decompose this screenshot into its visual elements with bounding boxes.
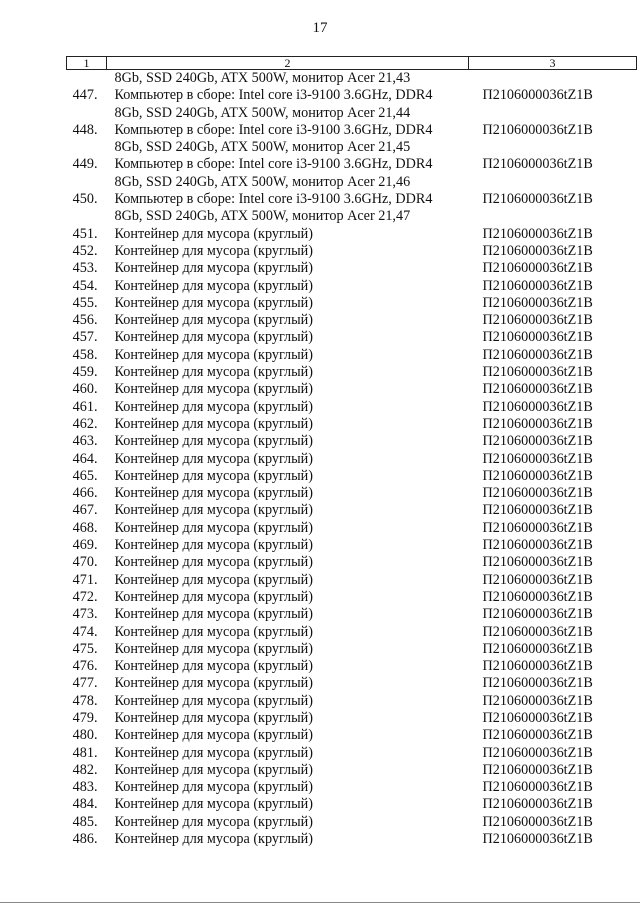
table-row (67, 641, 637, 658)
item-description: Контейнер для мусора (круглый) (114, 606, 313, 623)
inventory-code: П2106000036tZ1B (482, 606, 593, 623)
item-description: Компьютер в сборе: Intel core i3-9100 3.6GHz, DDR4 (114, 87, 433, 104)
row-number: 475. (72, 640, 98, 657)
row-number: 468. (72, 519, 98, 536)
row-number: 485. (72, 813, 98, 830)
item-description: Контейнер для мусора (круглый) (114, 796, 313, 813)
row-number: 455. (72, 294, 98, 311)
item-description: Контейнер для мусора (круглый) (114, 588, 313, 605)
row-number: 461. (72, 398, 98, 415)
item-description: 8Gb, SSD 240Gb, ATX 500W, монитор Acer 21,43 (114, 70, 411, 86)
item-description: Контейнер для мусора (круглый) (114, 450, 313, 467)
table-row (67, 693, 637, 710)
table-row (67, 208, 637, 225)
item-description: Контейнер для мусора (круглый) (114, 277, 313, 294)
inventory-code: П2106000036tZ1B (482, 537, 593, 554)
inventory-code: П2106000036tZ1B (482, 225, 593, 242)
item-description: Контейнер для мусора (круглый) (114, 519, 313, 536)
row-number: 482. (72, 761, 98, 778)
inventory-code: П2106000036tZ1B (482, 709, 593, 726)
row-number: 473. (72, 606, 98, 623)
inventory-code: П2106000036tZ1B (482, 554, 593, 571)
item-description: Контейнер для мусора (круглый) (114, 467, 313, 484)
item-description: 8Gb, SSD 240Gb, ATX 500W, монитор Acer 21,45 (114, 139, 411, 156)
inventory-code: П2106000036tZ1B (482, 433, 593, 450)
table-row (67, 156, 637, 173)
item-description: Контейнер для мусора (круглый) (114, 554, 313, 571)
item-description: Контейнер для мусора (круглый) (114, 761, 313, 778)
table-row (67, 779, 637, 796)
item-description: Контейнер для мусора (круглый) (114, 398, 313, 415)
item-description: Контейнер для мусора (круглый) (114, 415, 313, 432)
item-description: 8Gb, SSD 240Gb, ATX 500W, монитор Acer 21,46 (114, 173, 411, 190)
table-row (67, 381, 637, 398)
page-bottom-edge (0, 902, 640, 903)
inventory-code: П2106000036tZ1B (482, 640, 593, 657)
item-description: Контейнер для мусора (круглый) (114, 779, 313, 796)
row-number: 476. (72, 658, 98, 675)
table-row (67, 831, 637, 848)
item-description: Контейнер для мусора (круглый) (114, 502, 313, 519)
inventory-code (469, 139, 637, 156)
row-number: 486. (72, 831, 98, 848)
table-row (67, 399, 637, 416)
inventory-code: П2106000036tZ1B (482, 813, 593, 830)
item-description: Контейнер для мусора (круглый) (114, 225, 313, 242)
inventory-code: П2106000036tZ1B (482, 450, 593, 467)
inventory-code (469, 208, 637, 225)
inventory-code: П2106000036tZ1B (482, 761, 593, 778)
item-description: Контейнер для мусора (круглый) (114, 537, 313, 554)
inventory-code: П2106000036tZ1B (482, 727, 593, 744)
item-description: Компьютер в сборе: Intel core i3-9100 3.6GHz, DDR4 (114, 156, 433, 173)
table-row (67, 312, 637, 329)
inventory-code: П2106000036tZ1B (482, 294, 593, 311)
inventory-code: П2106000036tZ1B (482, 623, 593, 640)
table-row (67, 624, 637, 641)
row-number: 459. (72, 364, 98, 381)
row-number: 448. (72, 121, 98, 138)
table-row (67, 433, 637, 450)
item-description: Контейнер для мусора (круглый) (114, 329, 313, 346)
item-description: Контейнер для мусора (круглый) (114, 623, 313, 640)
inventory-code: П2106000036tZ1B (482, 156, 593, 173)
table-row (67, 70, 637, 88)
table-row (67, 572, 637, 589)
item-description: Контейнер для мусора (круглый) (114, 433, 313, 450)
inventory-table-container (66, 56, 633, 848)
row-number: 470. (72, 554, 98, 571)
table-row (67, 295, 637, 312)
inventory-code: П2106000036tZ1B (482, 588, 593, 605)
row-number: 465. (72, 467, 98, 484)
row-number: 454. (72, 277, 98, 294)
table-row (67, 451, 637, 468)
row-number: 451. (72, 225, 98, 242)
item-description: Контейнер для мусора (круглый) (114, 364, 313, 381)
table-row (67, 191, 637, 208)
table-row (67, 537, 637, 554)
inventory-code: П2106000036tZ1B (482, 329, 593, 346)
row-number: 456. (72, 312, 98, 329)
inventory-code: П2106000036tZ1B (482, 502, 593, 519)
row-number: 474. (72, 623, 98, 640)
table-row (67, 762, 637, 779)
item-description: Контейнер для мусора (круглый) (114, 831, 313, 848)
row-number: 453. (72, 260, 98, 277)
item-description: Контейнер для мусора (круглый) (114, 658, 313, 675)
item-description: Контейнер для мусора (круглый) (114, 485, 313, 502)
row-number: 479. (72, 709, 98, 726)
row-number (67, 70, 107, 88)
inventory-code: П2106000036tZ1B (482, 364, 593, 381)
column-header-2: 2 (107, 57, 469, 70)
row-number: 477. (72, 675, 98, 692)
inventory-code: П2106000036tZ1B (482, 485, 593, 502)
row-number: 449. (72, 156, 98, 173)
inventory-code: П2106000036tZ1B (482, 779, 593, 796)
row-number: 464. (72, 450, 98, 467)
row-number: 471. (72, 571, 98, 588)
inventory-code: П2106000036tZ1B (482, 87, 593, 104)
item-description: Компьютер в сборе: Intel core i3-9100 3.6GHz, DDR4 (114, 121, 433, 138)
inventory-code: П2106000036tZ1B (482, 519, 593, 536)
column-header-1: 1 (67, 57, 107, 70)
inventory-code: П2106000036tZ1B (482, 191, 593, 208)
item-description: Контейнер для мусора (круглый) (114, 744, 313, 761)
row-number (67, 139, 107, 156)
table-row (67, 347, 637, 364)
inventory-code: П2106000036tZ1B (482, 571, 593, 588)
item-description: Контейнер для мусора (круглый) (114, 709, 313, 726)
item-description: Контейнер для мусора (круглый) (114, 242, 313, 259)
inventory-code: П2106000036tZ1B (482, 381, 593, 398)
item-description: Контейнер для мусора (круглый) (114, 813, 313, 830)
table-row (67, 727, 637, 744)
inventory-code: П2106000036tZ1B (482, 831, 593, 848)
table-row (67, 122, 637, 139)
row-number: 472. (72, 588, 98, 605)
table-row (67, 260, 637, 277)
table-row (67, 710, 637, 727)
inventory-code: П2106000036tZ1B (482, 346, 593, 363)
row-number: 457. (72, 329, 98, 346)
column-header-3: 3 (469, 57, 637, 70)
inventory-code (469, 105, 637, 122)
table-row (67, 139, 637, 156)
row-number (67, 105, 107, 122)
row-number: 483. (72, 779, 98, 796)
row-number: 469. (72, 537, 98, 554)
inventory-code: П2106000036tZ1B (482, 796, 593, 813)
inventory-code: П2106000036tZ1B (482, 658, 593, 675)
item-description: Контейнер для мусора (круглый) (114, 640, 313, 657)
table-row (67, 658, 637, 675)
inventory-code (469, 70, 637, 88)
table-row (67, 468, 637, 485)
row-number: 458. (72, 346, 98, 363)
row-number: 480. (72, 727, 98, 744)
table-row (67, 745, 637, 762)
inventory-code: П2106000036tZ1B (482, 121, 593, 138)
item-description: Компьютер в сборе: Intel core i3-9100 3.6GHz, DDR4 (114, 191, 433, 208)
inventory-table (66, 56, 637, 848)
table-row (67, 416, 637, 433)
table-row (67, 278, 637, 295)
table-row (67, 606, 637, 623)
item-description: Контейнер для мусора (круглый) (114, 312, 313, 329)
item-description: Контейнер для мусора (круглый) (114, 260, 313, 277)
inventory-code: П2106000036tZ1B (482, 260, 593, 277)
row-number: 484. (72, 796, 98, 813)
inventory-code: П2106000036tZ1B (482, 744, 593, 761)
table-row (67, 364, 637, 381)
inventory-code: П2106000036tZ1B (482, 692, 593, 709)
inventory-code: П2106000036tZ1B (482, 467, 593, 484)
row-number: 450. (72, 191, 98, 208)
item-description: Контейнер для мусора (круглый) (114, 381, 313, 398)
table-row (67, 243, 637, 260)
table-row (67, 589, 637, 606)
row-number: 460. (72, 381, 98, 398)
item-description: Контейнер для мусора (круглый) (114, 571, 313, 588)
inventory-code (469, 174, 637, 191)
row-number (67, 174, 107, 191)
table-row (67, 814, 637, 831)
page-number: 17 (312, 20, 328, 36)
inventory-code: П2106000036tZ1B (482, 675, 593, 692)
row-number: 452. (72, 242, 98, 259)
row-number: 463. (72, 433, 98, 450)
item-description: Контейнер для мусора (круглый) (114, 346, 313, 363)
inventory-code: П2106000036tZ1B (482, 415, 593, 432)
item-description: Контейнер для мусора (круглый) (114, 692, 313, 709)
item-description: Контейнер для мусора (круглый) (114, 675, 313, 692)
table-row (67, 675, 637, 692)
inventory-code: П2106000036tZ1B (482, 242, 593, 259)
table-row (67, 329, 637, 346)
table-row (67, 174, 637, 191)
row-number: 466. (72, 485, 98, 502)
table-row (67, 105, 637, 122)
row-number: 447. (72, 87, 98, 104)
table-row (67, 226, 637, 243)
row-number (67, 208, 107, 225)
table-header (67, 57, 637, 70)
row-number: 481. (72, 744, 98, 761)
inventory-code: П2106000036tZ1B (482, 312, 593, 329)
item-description: Контейнер для мусора (круглый) (114, 727, 313, 744)
table-row (67, 502, 637, 519)
inventory-code: П2106000036tZ1B (482, 277, 593, 294)
table-row (67, 520, 637, 537)
row-number: 478. (72, 692, 98, 709)
item-description: Контейнер для мусора (круглый) (114, 294, 313, 311)
item-description: 8Gb, SSD 240Gb, ATX 500W, монитор Acer 21,47 (114, 208, 411, 225)
row-number: 462. (72, 415, 98, 432)
table-row (67, 485, 637, 502)
table-row (67, 554, 637, 571)
item-description: 8Gb, SSD 240Gb, ATX 500W, монитор Acer 21,44 (114, 104, 411, 121)
row-number: 467. (72, 502, 98, 519)
inventory-code: П2106000036tZ1B (482, 398, 593, 415)
header-row (67, 57, 637, 70)
table-body (67, 70, 637, 849)
table-row (67, 796, 637, 813)
table-row (67, 87, 637, 104)
